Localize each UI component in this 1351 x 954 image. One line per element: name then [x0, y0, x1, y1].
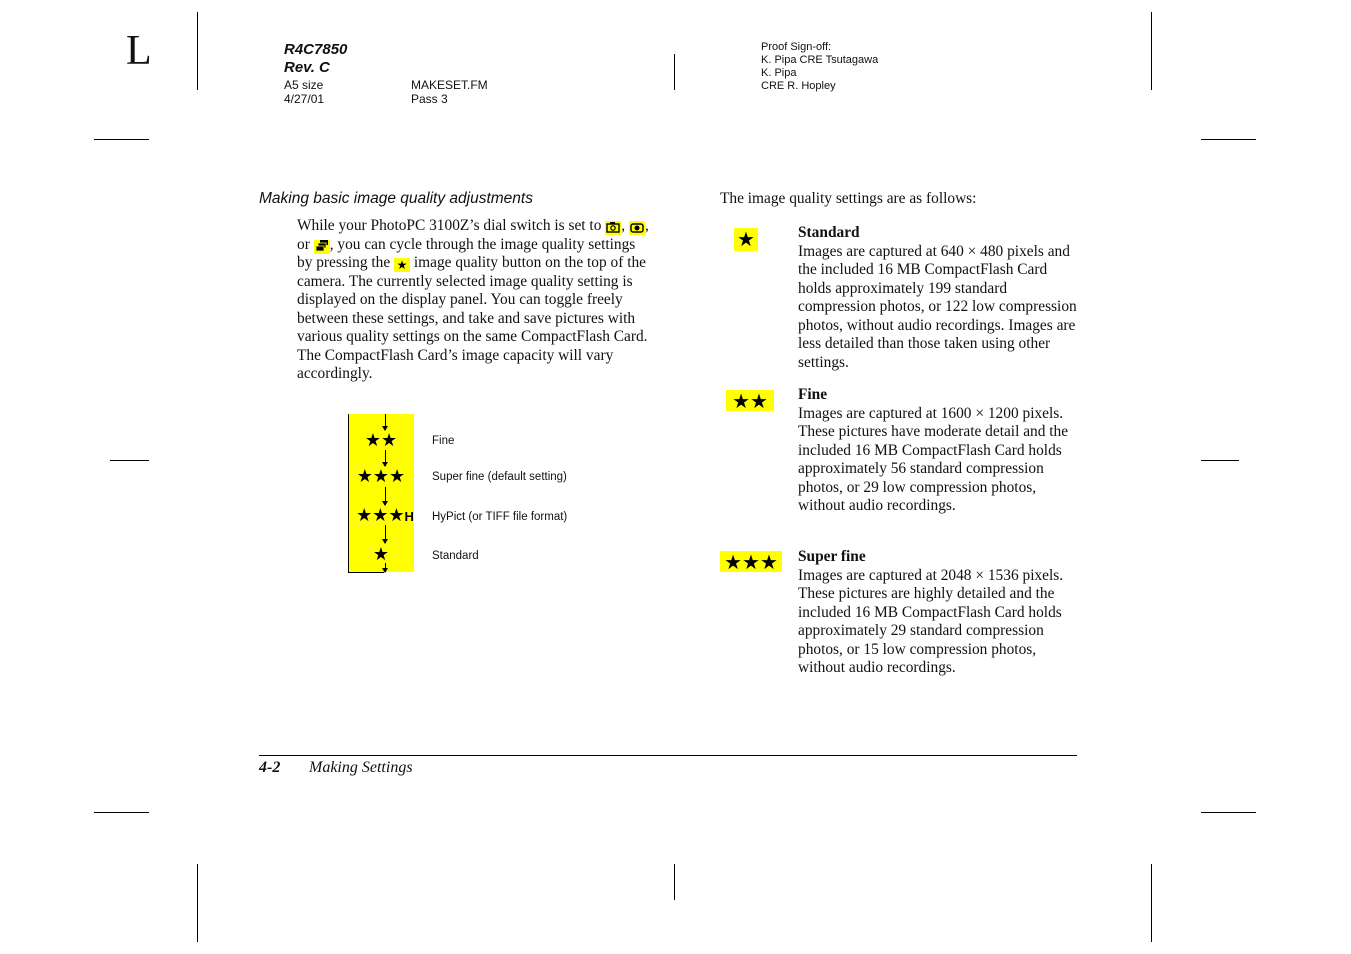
doc-pass: Pass 3 — [411, 92, 448, 106]
diagram-label-fine: Fine — [432, 435, 455, 447]
fine-stars-icon: ★★ — [726, 390, 774, 411]
quality-super-fine — [798, 548, 1078, 678]
crop-mark — [1201, 812, 1256, 813]
crop-mark — [110, 460, 149, 461]
crop-mark — [197, 12, 198, 90]
standard-star-icon: ★ — [372, 544, 390, 565]
footer-section-name: Making Settings — [309, 759, 413, 776]
doc-date: 4/27/01 — [284, 92, 325, 106]
sequence-icon — [314, 240, 330, 254]
crop-mark — [1201, 139, 1256, 140]
super-fine-stars-icon: ★★★ — [356, 466, 406, 487]
super-fine-stars-icon: ★★★ — [720, 551, 782, 572]
arrow-down-icon — [385, 487, 386, 505]
star-icon: ★ — [394, 258, 410, 272]
doc-size: A5 size — [284, 78, 324, 92]
proof-title: Proof Sign-off: — [761, 41, 832, 53]
crop-mark — [1201, 460, 1239, 461]
quality-description: Images are captured at 640 × 480 pixels and the included 16 MB CompactFlash Card holds approximately 199 standard compression photos, or 122 low compression photos, without audio recordings. Images are less detailed than those taken using other settings. — [798, 242, 1077, 371]
hypict-stars-icon: ★★★H — [356, 505, 414, 526]
proof-signoff — [761, 41, 878, 93]
camera-icon — [605, 221, 621, 235]
diagram-label-standard: Standard — [432, 550, 479, 562]
crop-mark — [1151, 864, 1152, 942]
doc-file: MAKESET.FM — [411, 78, 488, 92]
page-number: 4-2 — [259, 759, 281, 776]
standard-star-icon: ★ — [734, 228, 758, 251]
movie-camera-icon — [629, 221, 645, 235]
crop-mark — [674, 864, 675, 900]
crop-mark — [1151, 12, 1152, 90]
proof-line: CRE R. Hopley — [761, 80, 836, 92]
crop-mark — [674, 54, 675, 90]
quality-description: Images are captured at 1600 × 1200 pixels. These pictures have moderate detail and the included 16 MB CompactFlash Card holds approximately 56 standard compression photos, or 29 low compression photos, without audio recordings. — [798, 404, 1069, 514]
body-paragraph: While your PhotoPC 3100Z’s dial switch is set to , , or , you can cycle through the image quality settings by pressing the ★ image quality button on the top of the camera. The currently selected image quality setting is displayed on the display panel. You can toggle freely between these settings, and take and save pictures with various quality settings on the same CompactFlash Card. The CompactFlash Card’s image capacity will vary accordingly. — [297, 217, 649, 382]
arrow-down-icon — [385, 450, 386, 466]
quality-standard — [798, 224, 1078, 372]
settings-intro: The image quality settings are as follows: — [720, 190, 977, 207]
diagram-return-line — [348, 572, 384, 573]
fine-stars-icon: ★★ — [364, 430, 398, 451]
proof-line: K. Pipa — [761, 67, 797, 79]
quality-title: Fine — [798, 386, 828, 403]
doc-revision: Rev. C — [284, 59, 330, 76]
arrow-down-icon — [385, 414, 386, 430]
section-title: Making basic image quality adjustments — [259, 190, 533, 207]
proof-line: K. Pipa CRE Tsutagawa — [761, 54, 879, 66]
quality-title: Super fine — [798, 548, 866, 565]
crop-mark — [94, 812, 149, 813]
arrow-down-icon — [385, 525, 386, 543]
crop-mark — [94, 139, 149, 140]
page-side-letter: L — [126, 28, 152, 74]
quality-description: Images are captured at 2048 × 1536 pixels. These pictures are highly detailed and the included 16 MB CompactFlash Card holds approximately 29 standard compression photos, or 15 low compression photos, without audio recordings. — [798, 566, 1064, 676]
diagram-label-super-fine: Super fine (default setting) — [432, 471, 567, 483]
footer-rule — [259, 755, 1077, 756]
quality-title: Standard — [798, 224, 860, 241]
crop-mark — [197, 864, 198, 942]
diagram-label-hypict: HyPict (or TIFF file format) — [432, 511, 568, 523]
doc-code: R4C7850 — [284, 41, 348, 58]
quality-fine — [798, 386, 1078, 516]
